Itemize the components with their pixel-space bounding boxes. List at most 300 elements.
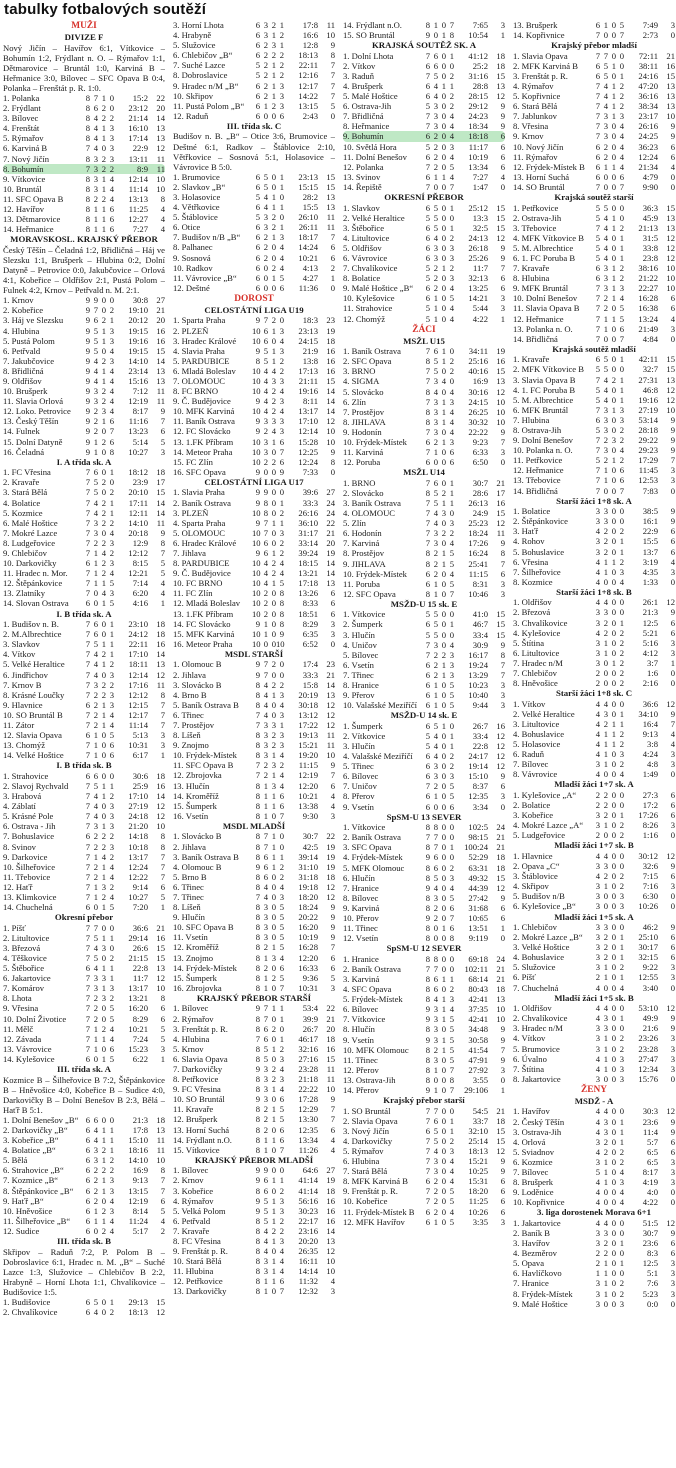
points-cell: 9 — [330, 932, 335, 943]
score-cell: 8:3 — [647, 1248, 658, 1259]
score-cell: 45:9 — [642, 212, 658, 223]
score-cell: 18:20 — [468, 1186, 488, 1197]
table-row — [343, 964, 505, 974]
stat-cell: 9 — [425, 913, 430, 923]
stat-cell: 0 — [611, 566, 616, 577]
table-row — [3, 184, 165, 194]
points-cell: 18 — [326, 335, 335, 346]
team-name: 7. Bílovec — [513, 1166, 549, 1177]
table-row — [3, 1155, 165, 1165]
stat-cell: 4 — [433, 232, 438, 243]
table-row — [3, 386, 165, 396]
score-cell: 41:54 — [468, 1044, 488, 1055]
stat-cell: 9 — [255, 426, 260, 437]
points-cell: 7 — [330, 1104, 335, 1115]
stat-cell: 2 — [101, 1165, 106, 1176]
stat-cell: 1 — [271, 1114, 276, 1125]
team-name: 6. Hlubina — [343, 1156, 380, 1167]
points-cell: 0 — [670, 901, 675, 912]
stat-cell: 6 — [109, 416, 114, 427]
stat-cell: 2 — [433, 436, 438, 447]
points-cell: 7 — [160, 1185, 165, 1196]
stat-cell: 3 — [279, 730, 284, 741]
table-row — [513, 1167, 675, 1177]
stat-cell: 0 — [441, 852, 446, 863]
results-divize-f: Nový Jičín – Havířov 6:1, Vítkovice – Bohumín 1:2, Frýdlant n. O. – Rýmařov 1:1, Dětmarovice – Bruntál 1:0, Karviná B – Heřmanice 3:0, Bílovec – SFC Opava B 0:4, Polanka – Frenštát p. R. 1:0. — [3, 42, 165, 93]
stat-cell: 8 — [425, 923, 430, 934]
stat-cell: 2 — [263, 242, 268, 253]
stat-cell: 5 — [263, 181, 268, 192]
score-cell: 30:18 — [298, 699, 318, 710]
points-cell: 13 — [326, 192, 335, 202]
stat-cell: 3 — [279, 345, 284, 356]
table-row — [173, 457, 335, 467]
score-cell: 6:35 — [302, 628, 318, 639]
stat-cell: 6 — [595, 60, 600, 71]
points-cell: 3 — [160, 730, 165, 741]
stat-cell: 0 — [611, 830, 616, 841]
stat-cell: 9 — [85, 315, 90, 326]
stat-cell: 0 — [619, 1227, 624, 1238]
stat-cell: 0 — [441, 1206, 446, 1217]
stat-cell: 3 — [449, 242, 454, 253]
points-cell: 4 — [160, 588, 165, 599]
stat-cell: 2 — [263, 608, 268, 619]
stat-cell: 8 — [255, 871, 260, 882]
team-name: 3. Březová — [3, 942, 41, 953]
team-name: 12. Havířov — [3, 204, 45, 214]
team-name: 9. Vřesina — [3, 1003, 39, 1014]
points-cell: 3 — [500, 690, 505, 701]
team-name: 11. Hlubina — [173, 1266, 214, 1277]
table-row — [3, 154, 165, 164]
score-cell: 12:19 — [298, 770, 318, 781]
team-name: 7. Krnov B — [3, 679, 42, 690]
score-cell: 9:90 — [642, 181, 658, 192]
team-name: 8. PARDUBICE — [173, 558, 230, 569]
stat-cell: 0 — [263, 110, 268, 121]
stat-cell: 3 — [595, 637, 600, 648]
stat-cell: 2 — [603, 800, 608, 811]
table-row — [343, 1126, 505, 1136]
stat-cell: 2 — [603, 151, 608, 162]
stat-cell: 0 — [101, 1296, 106, 1307]
stat-cell: 9 — [255, 1003, 260, 1014]
team-name: 4. Vítkov — [3, 649, 36, 660]
stat-cell: 4 — [263, 376, 268, 386]
stat-cell: 2 — [433, 1044, 438, 1055]
points-cell: 14 — [156, 507, 165, 518]
team-name: 2. Slavia Opava — [343, 1115, 398, 1126]
stat-cell: 0 — [611, 769, 616, 780]
heading-kp-starsi-zaci: Krajský přebor starší — [383, 1095, 465, 1106]
stat-cell: 7 — [85, 689, 90, 700]
score-cell: 19:15 — [128, 325, 148, 336]
points-cell: 15 — [156, 1296, 165, 1307]
table-row — [513, 1238, 675, 1248]
stat-cell: 2 — [101, 163, 106, 174]
stat-cell: 5 — [109, 1013, 114, 1024]
points-cell: 21 — [326, 1013, 335, 1024]
stat-cell: 4 — [603, 1217, 608, 1228]
stat-cell: 6 — [425, 578, 430, 589]
score-cell: 28:8 — [472, 80, 488, 91]
points-cell: 6 — [670, 1248, 675, 1259]
team-name: 13. 1.FK Příbram — [173, 608, 234, 619]
stat-cell: 4 — [279, 252, 284, 263]
stat-cell: 0 — [271, 282, 276, 293]
stat-cell: 1 — [449, 741, 454, 751]
score-cell: 10:21 — [298, 252, 318, 263]
stat-cell: 1 — [101, 214, 106, 225]
stat-cell: 0 — [279, 192, 284, 202]
score-cell: 13:3 — [472, 212, 488, 223]
table-row — [173, 212, 335, 222]
stat-cell: 1 — [441, 30, 446, 41]
stat-cell: 10 — [252, 598, 261, 609]
team-name: 7. Vítkovice — [343, 1014, 386, 1025]
stat-cell: 2 — [109, 113, 114, 124]
points-cell: 12 — [326, 881, 335, 892]
stat-cell: 4 — [93, 811, 98, 822]
section-zaci: ŽÁCI — [412, 324, 436, 335]
stat-cell: 3 — [93, 679, 98, 690]
stat-cell: 0 — [619, 922, 624, 932]
stat-cell: 8 — [255, 1114, 260, 1125]
score-cell: 6:17 — [132, 750, 148, 761]
stat-cell: 7 — [279, 1144, 284, 1155]
stat-cell: 3 — [109, 1205, 114, 1216]
points-cell: 9 — [670, 445, 675, 456]
points-cell: 9 — [670, 607, 675, 618]
table-row — [343, 609, 505, 619]
stat-cell: 4 — [619, 982, 624, 993]
points-cell: 0 — [670, 181, 675, 192]
points-cell: 18 — [156, 629, 165, 640]
stat-cell: 1 — [441, 396, 446, 407]
team-name: 4. Hlubina — [173, 1033, 210, 1044]
points-cell: 16 — [156, 325, 165, 336]
table-row — [513, 1177, 675, 1187]
score-cell: 25:10 — [638, 932, 658, 943]
points-cell: 12 — [496, 232, 505, 243]
stat-cell: 1 — [93, 446, 98, 457]
points-cell: 13 — [326, 1236, 335, 1246]
stat-cell: 8 — [255, 1225, 260, 1236]
score-cell: 11:15 — [298, 760, 318, 771]
stat-cell: 5 — [449, 578, 454, 589]
stat-cell: 4 — [603, 252, 608, 263]
stat-cell: 4 — [449, 639, 454, 650]
stat-cell: 0 — [271, 335, 276, 346]
stat-cell: 10 — [252, 558, 261, 569]
table-row — [173, 801, 335, 811]
stat-cell: 8 — [425, 822, 430, 833]
stat-cell: 3 — [93, 173, 98, 184]
stat-cell: 4 — [279, 952, 284, 963]
points-cell: 11 — [156, 679, 165, 690]
points-cell: 3 — [160, 740, 165, 751]
points-cell: 0 — [670, 1197, 675, 1208]
points-cell: 10 — [156, 183, 165, 194]
score-cell: 14:22 — [298, 90, 318, 101]
table-row — [343, 283, 505, 293]
stat-cell: 7 — [85, 871, 90, 882]
stat-cell: 7 — [425, 1196, 430, 1207]
stat-cell: 0 — [449, 953, 454, 964]
points-cell: 12 — [156, 811, 165, 822]
score-cell: 30:12 — [638, 850, 658, 861]
team-name: 6. Zlín — [343, 396, 366, 407]
stat-cell: 1 — [101, 1053, 106, 1064]
team-name: 6. Ostrava-Jih — [343, 101, 392, 112]
team-name: 11. Vávrovice „B“ — [173, 272, 237, 283]
stat-cell: 0 — [611, 850, 616, 861]
score-cell: 46:7 — [472, 619, 488, 630]
score-cell: 49:9 — [642, 1013, 658, 1024]
points-cell: 9 — [160, 406, 165, 417]
table-row — [173, 283, 335, 293]
points-cell: 12 — [326, 699, 335, 710]
points-cell: 16 — [326, 1215, 335, 1226]
table-row — [173, 467, 335, 477]
team-name: 15. MFK Karviná — [173, 628, 235, 639]
score-cell: 17:10 — [128, 649, 148, 660]
stat-cell: 2 — [433, 669, 438, 680]
stat-cell: 3 — [603, 404, 608, 415]
stat-cell: 5 — [595, 202, 600, 213]
table-row — [173, 336, 335, 346]
team-name: 7. Bohuslavice — [3, 831, 55, 842]
table-row — [173, 315, 335, 325]
stat-cell: 4 — [263, 558, 268, 569]
table-row — [3, 295, 165, 305]
stat-cell: 9 — [425, 1034, 430, 1045]
points-cell: 3 — [500, 303, 505, 314]
stat-cell: 2 — [93, 1185, 98, 1196]
stat-cell: 0 — [603, 668, 608, 679]
points-cell: 9 — [500, 426, 505, 437]
score-cell: 47:20 — [638, 80, 658, 91]
points-cell: 6 — [160, 426, 165, 437]
stat-cell: 2 — [279, 365, 284, 376]
stat-cell: 3 — [279, 740, 284, 751]
stat-cell: 1 — [619, 1238, 624, 1249]
stat-cell: 2 — [271, 1225, 276, 1236]
team-name: 11. Frýdek-Místek B — [343, 1206, 415, 1217]
score-cell: 10:54 — [468, 30, 488, 41]
stat-cell: 8 — [255, 1124, 260, 1135]
score-cell: 68:14 — [468, 973, 488, 984]
stat-cell: 5 — [619, 303, 624, 314]
stat-cell: 8 — [255, 1185, 260, 1196]
table-row — [343, 873, 505, 883]
team-name: 7. Uničov — [343, 781, 377, 792]
stat-cell: 10 — [252, 456, 261, 467]
stat-cell: 0 — [611, 475, 616, 486]
points-cell: 12 — [666, 597, 675, 608]
stat-cell: 1 — [449, 973, 454, 984]
points-cell: 7 — [330, 90, 335, 101]
table-row — [173, 101, 335, 111]
team-name: 2. Slavoj Rychvald — [3, 780, 69, 791]
stat-cell: 1 — [271, 1104, 276, 1115]
table-row — [513, 942, 675, 952]
table-row — [343, 1106, 505, 1116]
points-cell: 6 — [670, 151, 675, 162]
stat-cell: 1 — [101, 335, 106, 346]
stat-cell: 1 — [101, 578, 106, 589]
team-name: 7. Mokré Lazce — [3, 527, 58, 538]
stat-cell: 4 — [619, 151, 624, 162]
stat-cell: 7 — [425, 1166, 430, 1177]
points-cell: 3 — [500, 680, 505, 691]
score-cell: 4:16 — [132, 598, 148, 609]
table-row — [173, 1246, 335, 1256]
stat-cell: 3 — [263, 446, 268, 457]
stat-cell: 4 — [619, 1187, 624, 1198]
team-name: 4. Valašské Meziříčí — [343, 751, 413, 762]
stat-cell: 3 — [595, 536, 600, 547]
stat-cell: 4 — [279, 1246, 284, 1257]
score-cell: 5:16 — [642, 637, 658, 648]
stat-cell: 0 — [611, 1268, 616, 1279]
stat-cell: 1 — [279, 1033, 284, 1044]
stat-cell: 1 — [263, 1134, 268, 1145]
table-ks-a — [343, 51, 505, 192]
stat-cell: 1 — [619, 384, 624, 395]
table-row — [3, 93, 165, 103]
team-name: 2. Bolatice — [513, 800, 551, 811]
stat-cell: 4 — [109, 183, 114, 194]
stat-cell: 1 — [603, 881, 608, 892]
stat-cell: 7 — [425, 376, 430, 387]
stat-cell: 2 — [441, 528, 446, 539]
stat-cell: 2 — [101, 436, 106, 447]
stat-cell: 0 — [611, 151, 616, 162]
score-cell: 17:11 — [128, 497, 148, 508]
team-name: 8. MFK Karviná B — [343, 1176, 408, 1187]
score-cell: 22:9 — [642, 526, 658, 537]
table-row — [173, 1256, 335, 1266]
table-row — [513, 851, 675, 861]
stat-cell: 7 — [425, 639, 430, 650]
stat-cell: 1 — [101, 1215, 106, 1226]
stat-cell: 0 — [441, 751, 446, 762]
stat-cell: 5 — [595, 212, 600, 223]
stat-cell: 8 — [255, 699, 260, 710]
stat-cell: 3 — [279, 80, 284, 91]
stat-cell: 1 — [109, 1135, 114, 1146]
stat-cell: 1 — [611, 729, 616, 739]
table-row — [173, 760, 335, 770]
stat-cell: 0 — [611, 30, 616, 41]
points-cell: 0 — [330, 282, 335, 293]
stat-cell: 1 — [603, 475, 608, 486]
table-row — [173, 70, 335, 80]
stat-cell: 8 — [425, 994, 430, 1005]
team-name: 3. Baník Ostrava B — [173, 851, 239, 862]
stat-cell: 2 — [619, 668, 624, 679]
stat-cell: 7 — [85, 791, 90, 802]
stat-cell: 2 — [271, 212, 276, 223]
table-row — [3, 113, 165, 123]
stat-cell: 4 — [263, 689, 268, 700]
points-cell: 11 — [156, 517, 165, 528]
team-name: 7. Komárov — [3, 983, 45, 994]
points-cell: 3 — [500, 1216, 505, 1227]
table-row — [513, 182, 675, 192]
score-cell: 8:11 — [303, 396, 318, 407]
stat-cell: 0 — [611, 1288, 616, 1299]
team-name: 7. OLOMOUC — [173, 376, 226, 386]
team-name: 4. Mokré Lazce „A“ — [513, 820, 584, 831]
team-name: 5. Holasovice — [513, 739, 561, 750]
score-cell: 12:8 — [302, 40, 318, 51]
team-name: 3. Haťř — [513, 526, 539, 537]
team-name: 5. Bílovec — [343, 649, 379, 660]
table-row — [173, 1024, 335, 1034]
stat-cell: 0 — [441, 1074, 446, 1085]
table-row — [343, 1207, 505, 1217]
stat-cell: 6 — [85, 902, 90, 913]
score-cell: 24:18 — [128, 811, 148, 822]
stat-cell: 6 — [85, 558, 90, 569]
stat-cell: 8 — [255, 1013, 260, 1024]
table-row — [343, 761, 505, 771]
stat-cell: 0 — [611, 121, 616, 132]
stat-cell: 7 — [85, 993, 90, 1004]
stat-cell: 7 — [85, 163, 90, 174]
table-row — [3, 568, 165, 578]
score-cell: 26:25 — [468, 406, 488, 417]
table-row — [3, 750, 165, 760]
table-row — [343, 893, 505, 903]
stat-cell: 6 — [449, 801, 454, 812]
stat-cell: 1 — [271, 202, 276, 213]
score-cell: 12:15 — [128, 699, 148, 710]
stat-cell: 8 — [255, 1134, 260, 1145]
points-cell: 2 — [330, 262, 335, 273]
stat-cell: 3 — [433, 252, 438, 263]
table-1b-a — [3, 619, 165, 760]
team-name: 6. Kylešovice „B“ — [513, 901, 576, 912]
stat-cell: 6 — [263, 537, 268, 548]
score-cell: 13:30 — [298, 1114, 318, 1125]
points-cell: 13 — [666, 80, 675, 91]
table-row — [343, 131, 505, 141]
team-name: 6. Vřesina — [513, 556, 549, 567]
stat-cell: 10 — [252, 608, 261, 619]
points-cell: 9 — [500, 1034, 505, 1045]
stat-cell: 0 — [603, 30, 608, 41]
heading-spsm-u12: SpSM-U 12 SEVER — [386, 943, 462, 954]
stat-cell: 1 — [271, 436, 276, 447]
stat-cell: 8 — [255, 1104, 260, 1115]
heading-1b-b: I. B třída sk. B — [56, 760, 112, 771]
points-cell: 4 — [500, 171, 505, 182]
stat-cell: 6 — [85, 1155, 90, 1166]
stat-cell: 2 — [263, 60, 268, 71]
stat-cell: 0 — [271, 628, 276, 639]
stat-cell: 0 — [611, 1187, 616, 1198]
points-cell: 14 — [326, 568, 335, 579]
table-u15 — [343, 346, 505, 467]
stat-cell: 3 — [433, 376, 438, 387]
stat-cell: 0 — [611, 1197, 616, 1208]
team-name: 2. Vítkovice — [343, 730, 386, 741]
points-cell: 13 — [156, 365, 165, 376]
